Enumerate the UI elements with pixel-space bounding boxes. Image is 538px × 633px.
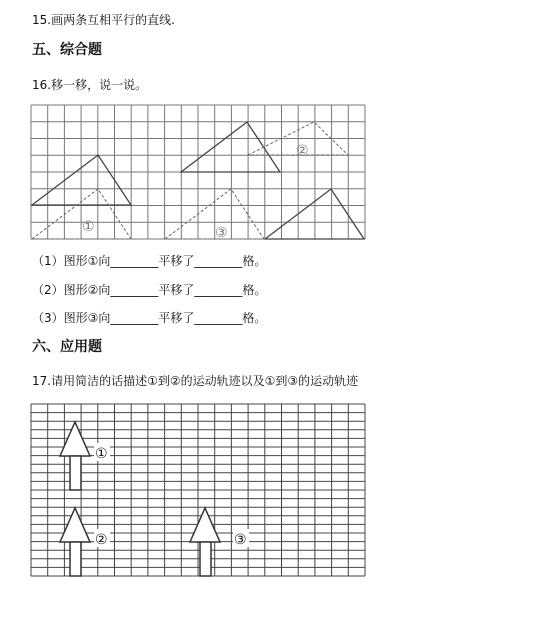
figure2-label-1: ① xyxy=(95,446,108,462)
figure1-label-2: ② xyxy=(296,143,309,159)
sub-question-2 xyxy=(32,283,266,297)
figure2-label-2: ② xyxy=(95,532,108,548)
sub-question-2-num: （2） xyxy=(32,283,64,297)
question-17: 17.请用简洁的话描述①到②的运动轨迹以及①到③的运动轨迹 xyxy=(32,374,359,388)
sub-question-3-num: （3） xyxy=(32,311,64,325)
sub-question-1-shape: 图形① xyxy=(63,254,99,268)
sub-question-3-shape: 图形③ xyxy=(63,311,99,325)
arrow-grid-figure xyxy=(30,402,370,580)
sub-question-1-num: （1） xyxy=(32,254,64,268)
sub-question-2-text: 向________平移了________格。 xyxy=(98,283,267,297)
sub-question-2-shape: 图形② xyxy=(63,283,99,297)
sub-question-3-text: 向________平移了________格。 xyxy=(98,311,267,325)
question-15: 15.画两条互相平行的直线. xyxy=(32,13,175,27)
figure2-label-3: ③ xyxy=(234,532,247,548)
figure1-label-3: ③ xyxy=(215,225,228,241)
figure1-label-1: ① xyxy=(82,219,95,235)
translation-grid-figure xyxy=(30,103,370,243)
sub-question-1 xyxy=(32,254,266,268)
section-heading-5: 五、综合题 xyxy=(32,42,102,58)
arrow-shape-3 xyxy=(190,508,220,576)
sub-question-3 xyxy=(32,311,266,325)
section-heading-6: 六、应用题 xyxy=(32,339,102,355)
sub-question-1-text: 向________平移了________格。 xyxy=(98,254,267,268)
question-16: 16.移一移，说一说。 xyxy=(32,78,148,92)
